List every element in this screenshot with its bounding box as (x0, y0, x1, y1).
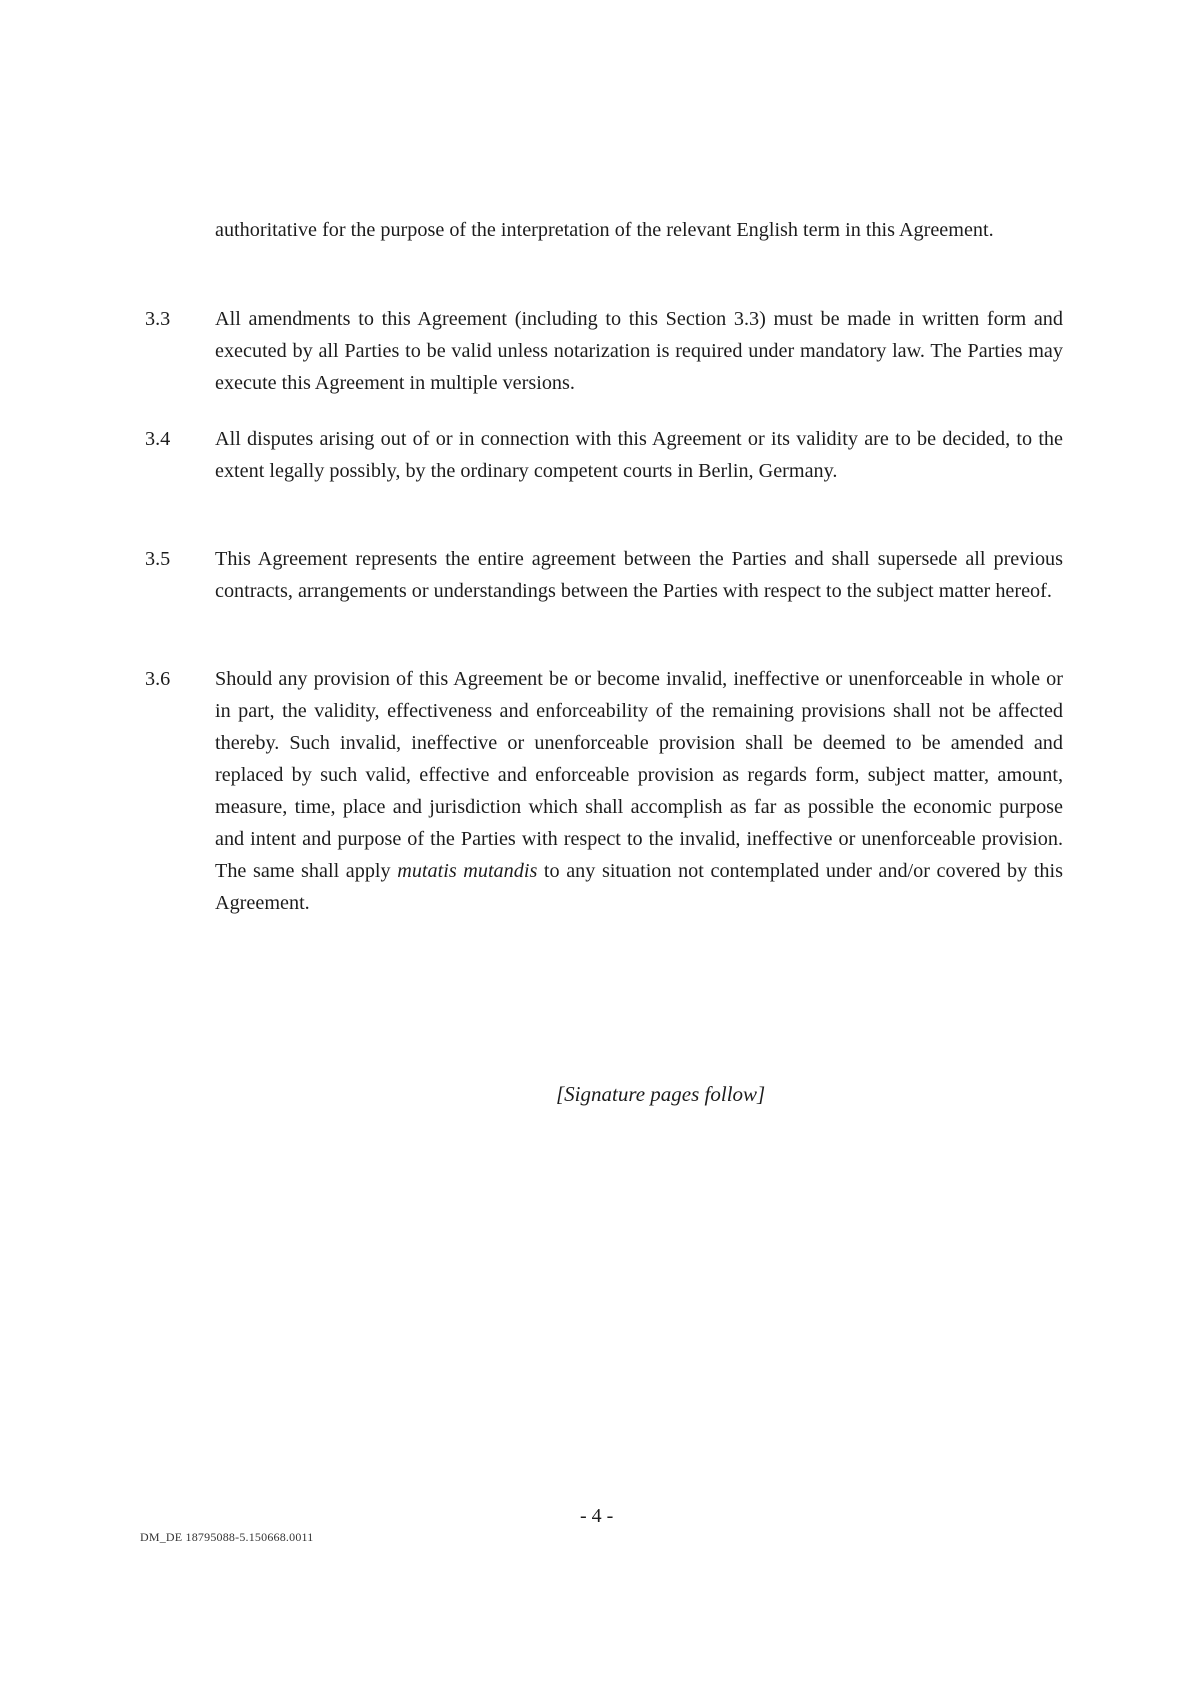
clause-number: 3.3 (145, 308, 171, 330)
italic-term: mutatis mutandis (397, 860, 538, 882)
clause-text: This Agreement represents the entire agreement between the Parties and shall supersede all previous contracts, arrangements or understandings between the Parties with respect to the subject matter hereof. (215, 548, 1063, 602)
clause-number: 3.5 (145, 548, 171, 570)
document-reference: DM_DE 18795088-5.150668.0011 (140, 1530, 314, 1544)
clause-text-part: to any situation not contemplated under and/or covered by this Agreement. (215, 860, 1063, 914)
clause-number: 3.4 (145, 428, 171, 450)
clause-text: All amendments to this Agreement (including to this Section 3.3) must be made in written form and executed by all Parties to be valid unless notarization is required under mandatory law. The Parties may execute this Agreement in multiple versions. (215, 308, 1063, 394)
clause-number: 3.6 (145, 668, 171, 690)
signature-note: [Signature pages follow] (556, 1082, 766, 1106)
clause-text-part: Should any provision of this Agreement be or become invalid, ineffective or unenforceable in whole or in part, the validity, effectiveness and enforceability of the remaining provisions shall not be affected thereby. Such invalid, ineffective or unenforceable provision shall be deemed to be amended and replaced by such valid, effective and enforceable provision as regards form, subject matter, amount, measure, time, place and jurisdiction which shall accomplish as far as possible the economic purpose and intent and purpose of the Parties with respect to the invalid, ineffective or unenforceable provision. The same shall apply (215, 668, 1063, 882)
clause-text (215, 663, 1063, 919)
continuation-paragraph: authoritative for the purpose of the interpretation of the relevant English term in this Agreement. (215, 219, 994, 241)
page-number: - 4 - (580, 1505, 614, 1527)
clause-text: All disputes arising out of or in connection with this Agreement or its validity are to be decided, to the extent legally possibly, by the ordinary competent courts in Berlin, Germany. (215, 428, 1063, 482)
